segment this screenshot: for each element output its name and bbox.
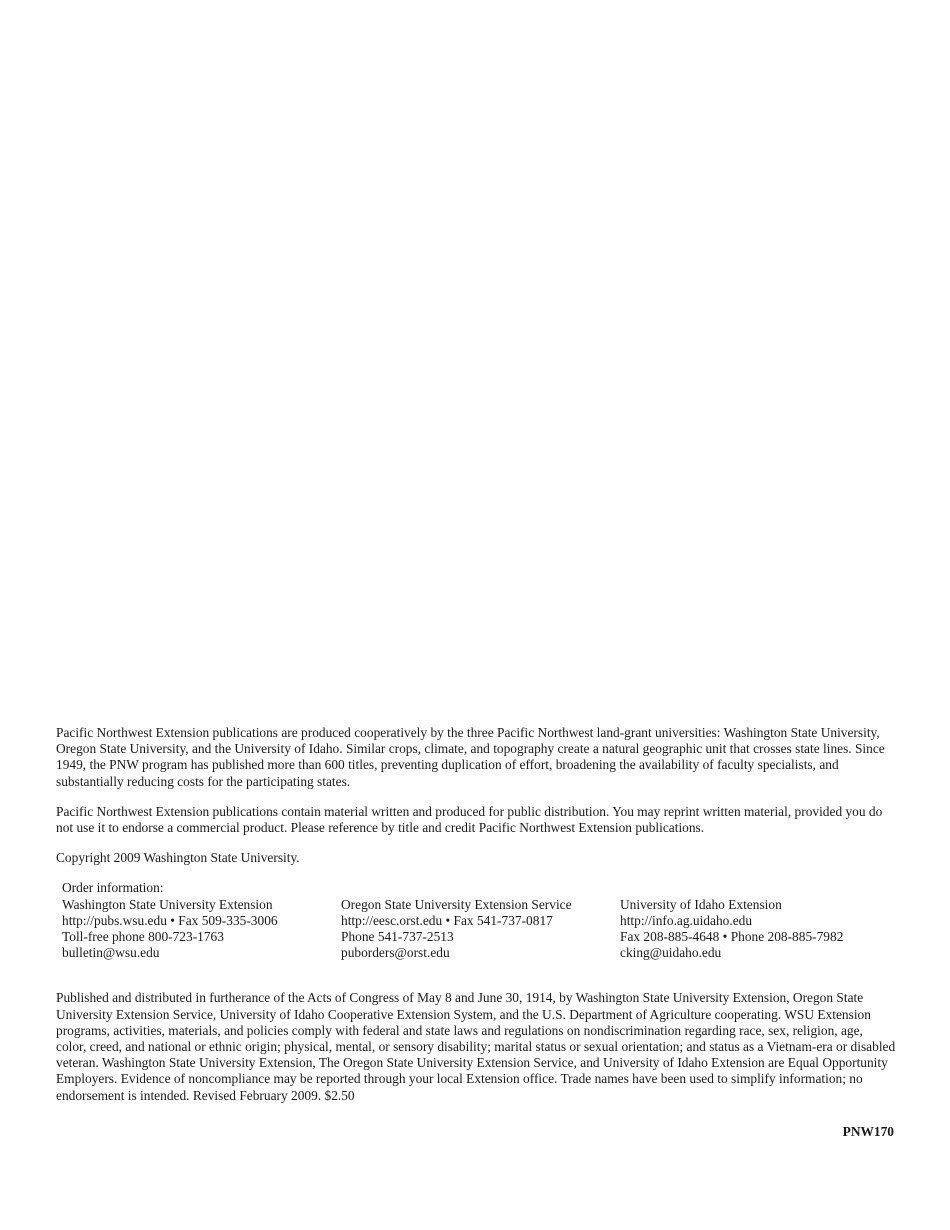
ui-fax-phone: Fax 208-885-4648 • Phone 208-885-7982	[620, 929, 844, 945]
wsu-email: bulletin@wsu.edu	[62, 945, 160, 961]
ui-name: University of Idaho Extension	[620, 896, 782, 912]
order-information	[56, 880, 896, 961]
intro-paragraph: Pacific Northwest Extension publications are produced cooperatively by the three Pacific Northwest land-grant universities: Washington State University, Oregon State University, and the University of Idaho. Similar crops, climate, and topography create a natural geographic unit that crosses state lines. Since 1949, the PNW program has published more than 600 titles, preventing duplication of effort, broadening the availability of faculty specialists, and substantially reducing costs for the participating states.	[56, 725, 885, 789]
back-page-content	[56, 725, 896, 1104]
reprint-paragraph: Pacific Northwest Extension publications contain material written and produced for public distribution. You may reprint written material, provided you do not use it to endorse a commercial product. Please reference by title and credit Pacific Northwest Extension publications.	[56, 803, 883, 836]
copyright-notice: Copyright 2009 Washington State University.	[56, 850, 300, 866]
osu-web-fax: http://eesc.orst.edu • Fax 541-737-0817	[341, 912, 553, 928]
ui-contact	[620, 897, 896, 962]
order-information-label: Order information:	[62, 880, 164, 896]
publication-code: PNW170	[842, 1124, 894, 1139]
osu-phone: Phone 541-737-2513	[341, 929, 454, 945]
order-columns	[62, 897, 896, 962]
ui-web: http://info.ag.uidaho.edu	[620, 912, 753, 928]
ui-email: cking@uidaho.edu	[620, 945, 722, 961]
published-paragraph: Published and distributed in furtherance of the Acts of Congress of May 8 and June 30, 1914, by Washington State University Extension, Oregon State University Extension Service, University of Idaho Cooperative Extension System, and the U.S. Department of Agriculture cooperating. WSU Extension programs, activities, materials, and policies comply with federal and state laws and regulations on nondiscrimination regarding race, sex, religion, age, color, creed, and national or ethnic origin; physical, mental, or sensory disability; marital status or sexual orientation; and status as a Vietnam-era or disabled veteran. Washington State University Extension, The Oregon State University Extension Service, and University of Idaho Extension are Equal Opportunity Employers. Evidence of noncompliance may be reported through your local Extension office. Trade names have been used to simplify information; no endorsement is intended. Revised February 2009. $2.50	[56, 990, 896, 1103]
osu-email: puborders@orst.edu	[341, 945, 450, 961]
wsu-contact	[62, 897, 341, 962]
wsu-name: Washington State University Extension	[62, 896, 273, 912]
osu-contact	[341, 897, 620, 962]
wsu-web-fax: http://pubs.wsu.edu • Fax 509-335-3006	[62, 912, 278, 928]
wsu-phone: Toll-free phone 800-723-1763	[62, 929, 224, 945]
osu-name: Oregon State University Extension Service	[341, 896, 572, 912]
